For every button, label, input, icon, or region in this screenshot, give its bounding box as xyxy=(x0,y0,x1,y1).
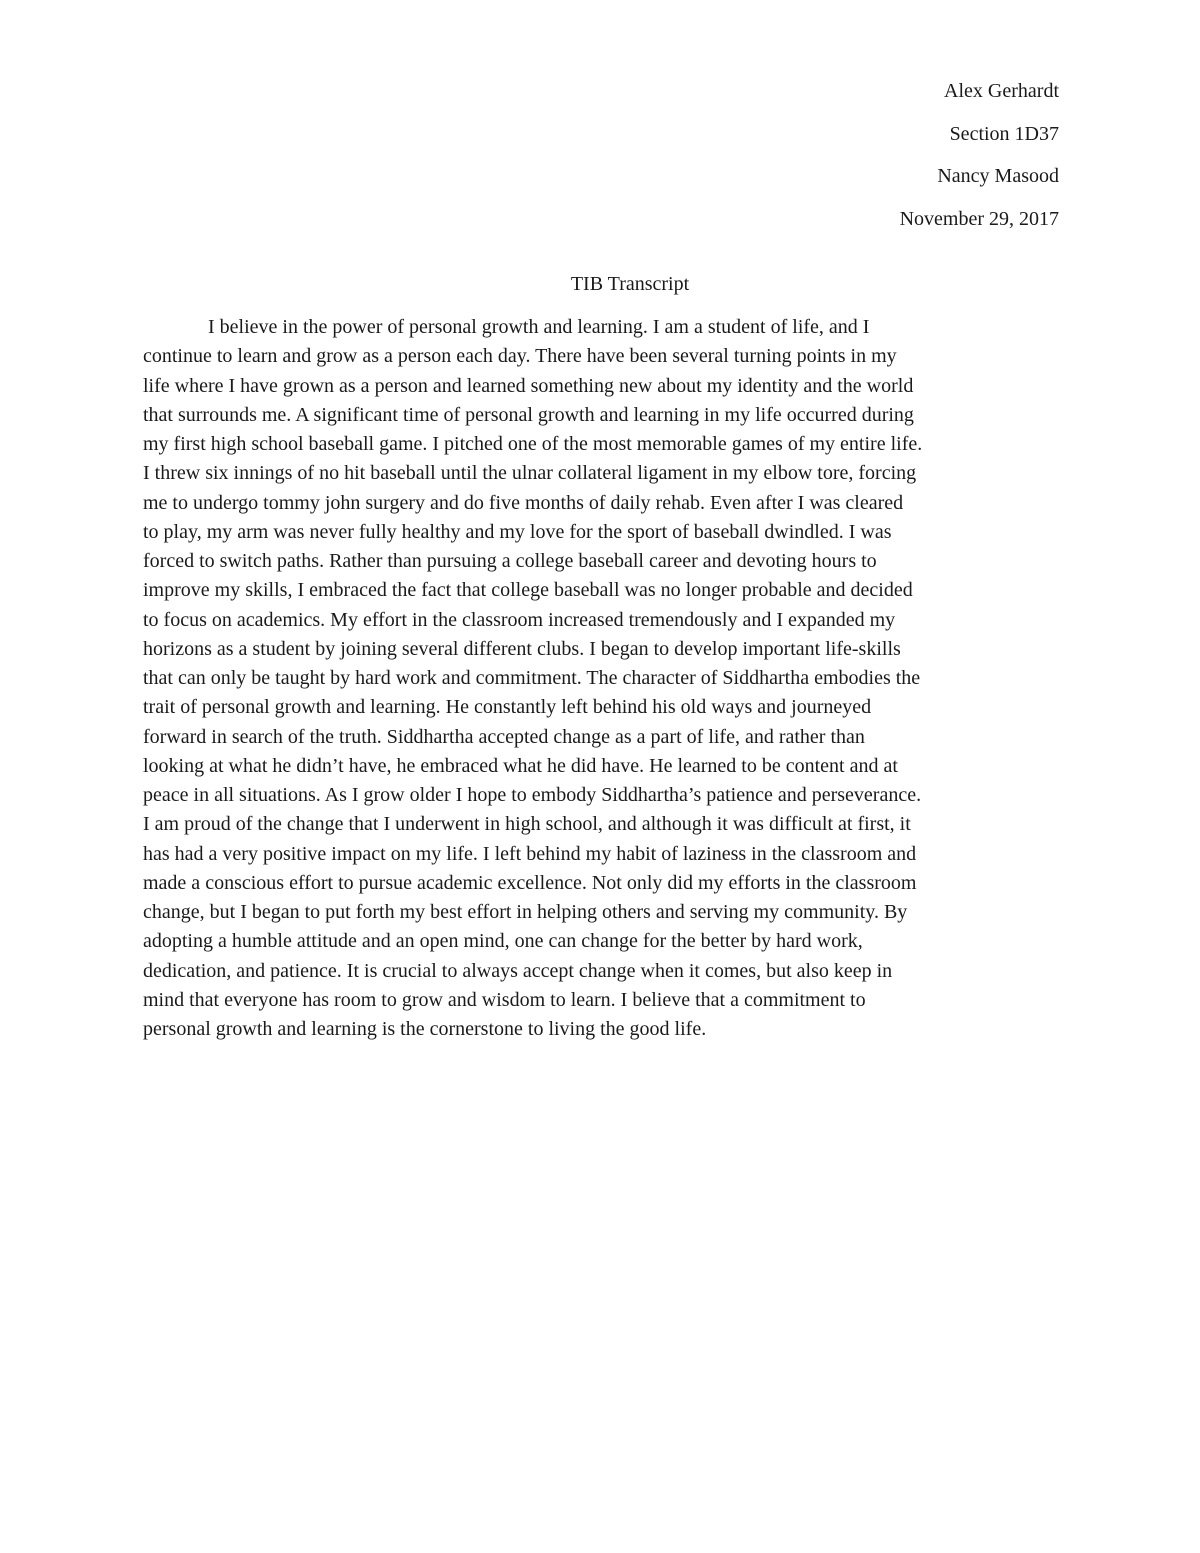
body-line: trait of personal growth and learning. He constantly left behind his old ways and journeyed xyxy=(143,696,872,719)
body-line: continue to learn and grow as a person each day. There have been several turning points in my xyxy=(143,345,897,368)
body-line: adopting a humble attitude and an open mind, one can change for the better by hard work, xyxy=(143,930,863,953)
body-line: dedication, and patience. It is crucial to always accept change when it comes, but also keep in xyxy=(143,959,893,982)
body-line: peace in all situations. As I grow older I hope to embody Siddhartha’s patience and perseverance. xyxy=(143,784,922,806)
body-line: forward in search of the truth. Siddhartha accepted change as a part of life, and rather than xyxy=(143,725,865,748)
body-line: me to undergo tommy john surgery and do five months of daily rehab. Even after I was cleared xyxy=(143,491,904,514)
body-line: has had a very positive impact on my life. I left behind my habit of laziness in the classroom and xyxy=(143,842,917,865)
body-line: that surrounds me. A significant time of personal growth and learning in my life occurred during xyxy=(143,403,914,426)
body-line: my first high school baseball game. I pitched one of the most memorable games of my entire life. xyxy=(143,433,923,455)
body-line: horizons as a student by joining several different clubs. I began to develop important life-skills xyxy=(143,637,901,660)
instructor-name: Nancy Masood xyxy=(937,165,1059,187)
body-line: forced to switch paths. Rather than pursuing a college baseball career and devoting hours to xyxy=(143,550,877,572)
author-name: Alex Gerhardt xyxy=(944,80,1059,102)
body-line: life where I have grown as a person and learned something new about my identity and the world xyxy=(143,374,914,397)
body-line: I threw six innings of no hit baseball until the ulnar collateral ligament in my elbow tore, forcing xyxy=(143,462,917,485)
body-line: to play, my arm was never fully healthy and my love for the sport of baseball dwindled. I was xyxy=(143,520,892,543)
document-date: November 29, 2017 xyxy=(899,207,1059,230)
body-line: that can only be taught by hard work and commitment. The character of Siddhartha embodies the xyxy=(143,667,921,689)
body-line: personal growth and learning is the cornerstone to living the good life. xyxy=(143,1018,707,1040)
body-paragraph xyxy=(143,313,1063,1044)
document-title: TIB Transcript xyxy=(570,273,690,295)
body-line: made a conscious effort to pursue academic excellence. Not only did my efforts in the classroom xyxy=(143,871,917,894)
body-line: improve my skills, I embraced the fact that college baseball was no longer probable and decided xyxy=(143,579,913,602)
body-line: I am proud of the change that I underwent in high school, and although it was difficult at first, it xyxy=(143,813,911,836)
body-line: mind that everyone has room to grow and wisdom to learn. I believe that a commitment to xyxy=(143,988,866,1011)
body-line: to focus on academics. My effort in the classroom increased tremendously and I expanded my xyxy=(143,608,896,631)
section-number: Section 1D37 xyxy=(949,122,1059,145)
body-line: change, but I began to put forth my best effort in helping others and serving my community. By xyxy=(143,901,908,923)
body-line: looking at what he didn’t have, he embraced what he did have. He learned to be content and at xyxy=(143,754,898,777)
body-line: I believe in the power of personal growth and learning. I am a student of life, and I xyxy=(208,316,870,338)
header-block xyxy=(900,70,1059,240)
